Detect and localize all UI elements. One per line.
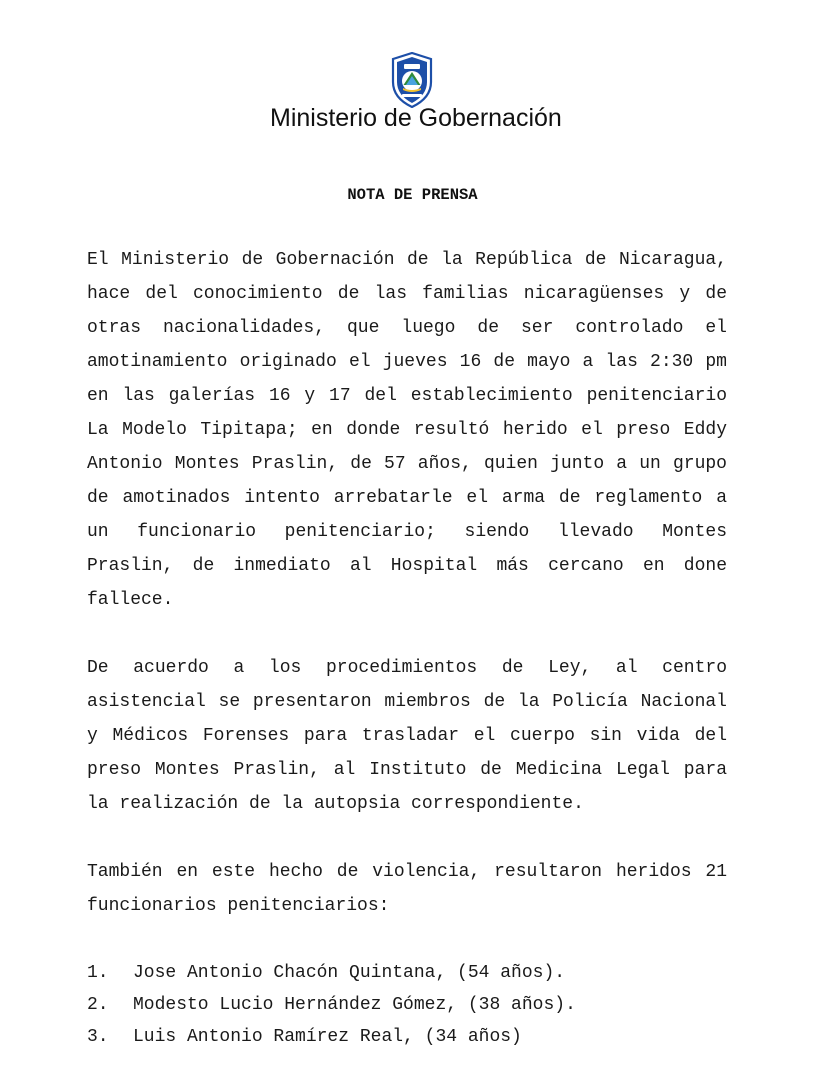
- ministry-name: Ministerio de Gobernación: [270, 104, 562, 132]
- list-item-number: 1.: [87, 963, 109, 983]
- list-item: [87, 1021, 727, 1053]
- document-body: [87, 243, 727, 1053]
- ministry-shield-emblem-icon: [390, 52, 434, 108]
- list-item: [87, 989, 727, 1021]
- list-item-text: Luis Antonio Ramírez Real, (34 años): [133, 1027, 522, 1047]
- paragraph-1: El Ministerio de Gobernación de la República de Nicaragua, hace del conocimiento de las familias nicaragüenses y de otras nacionalidades, que luego de ser controlado el amotinamiento originado el jueves 16 de mayo a las 2:30 pm en las galerías 16 y 17 del establecimiento penitenciario La Modelo Tipitapa; en donde resultó herido el preso Eddy Antonio Montes Praslin, de 57 años, quien junto a un grupo de amotinados intento arrebatarle el arma de reglamento a un funcionario penitenciario; siendo llevado Montes Praslin, de inmediato al Hospital más cercano en done fallece.: [87, 250, 727, 610]
- paragraph-3: También en este hecho de violencia, resultaron heridos 21 funcionarios penitenciarios:: [87, 862, 727, 916]
- paragraph-2: De acuerdo a los procedimientos de Ley, al centro asistencial se presentaron miembros de la Policía Nacional y Médicos Forenses para trasladar el cuerpo sin vida del preso Montes Praslin, al Instituto de Medicina Legal para la realización de la autopsia correspondiente.: [87, 658, 727, 814]
- list-item-text: Jose Antonio Chacón Quintana, (54 años).: [133, 963, 566, 983]
- list-item: [87, 957, 727, 989]
- document-title: NOTA DE PRENSA: [347, 186, 478, 204]
- list-item-number: 3.: [87, 1027, 109, 1047]
- list-item-text: Modesto Lucio Hernández Gómez, (38 años).: [133, 995, 576, 1015]
- list-item-number: 2.: [87, 995, 109, 1015]
- page-header: [0, 52, 825, 142]
- injured-officials-list: [87, 957, 727, 1053]
